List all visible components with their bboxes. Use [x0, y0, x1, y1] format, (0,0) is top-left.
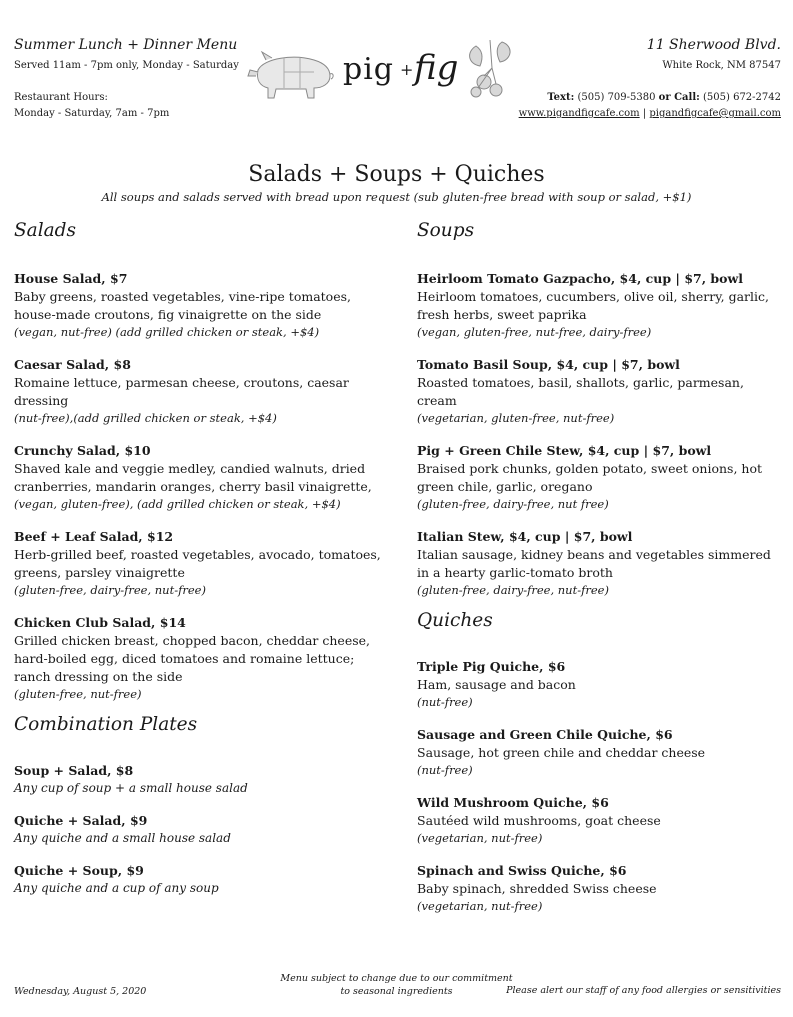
- item-diet: (gluten-free, nut-free): [14, 687, 142, 701]
- hours-label: Restaurant Hours:: [14, 92, 108, 103]
- section-subtitle: All soups and salads served with bread upon request (sub gluten-free bread with soup or salad, +$1): [101, 190, 692, 204]
- quiches-heading: Quiches: [417, 610, 493, 631]
- item-name: Wild Mushroom Quiche, $6: [417, 795, 609, 810]
- call-label: or Call:: [658, 92, 700, 103]
- item-name: Crunchy Salad, $10: [14, 443, 151, 458]
- text-label: Text:: [547, 92, 575, 103]
- item-diet: (vegan, gluten-free, nut-free, dairy-free): [417, 325, 652, 339]
- salads-heading: Salads: [14, 220, 76, 241]
- website-link[interactable]: www.pigandfigcafe.com: [518, 108, 640, 119]
- menu-item: [14, 357, 384, 426]
- item-diet: (vegetarian, nut-free): [417, 899, 543, 913]
- email-link[interactable]: pigandfigcafe@gmail.com: [649, 108, 781, 119]
- address: 11 Sherwood Blvd.: [646, 37, 781, 53]
- logo-pig-text: pig: [343, 52, 395, 87]
- item-name: Soup + Salad, $8: [14, 763, 134, 778]
- menu-item: [417, 271, 783, 340]
- link-separator: |: [642, 108, 647, 119]
- seasonal-note-line: to seasonal ingredients: [340, 986, 453, 997]
- item-diet: (nut-free): [417, 695, 473, 709]
- item-diet: (vegetarian, gluten-free, nut-free): [417, 411, 615, 425]
- contact-phones: [547, 92, 781, 103]
- item-description: Sautéed wild mushrooms, goat cheese: [417, 813, 661, 828]
- fig-branch-icon: [462, 38, 518, 104]
- menu-item: [417, 357, 783, 426]
- item-description: Any quiche and a cup of any soup: [14, 881, 219, 895]
- menu-item: [14, 763, 384, 796]
- item-name: Spinach and Swiss Quiche, $6: [417, 863, 627, 878]
- hours-value: Monday - Saturday, 7am - 7pm: [14, 108, 170, 119]
- item-name: Italian Stew, $4, cup | $7, bowl: [417, 529, 633, 544]
- item-diet: (vegan, nut-free) (add grilled chicken or steak, +$4): [14, 325, 320, 339]
- item-description: Roasted tomatoes, basil, shallots, garlic, parmesan, cream: [417, 375, 744, 408]
- left-column: [14, 220, 384, 913]
- item-description: Grilled chicken breast, chopped bacon, cheddar cheese, hard-boiled egg, diced tomatoes and romaine lettuce; ranch dressing on the side: [14, 633, 370, 684]
- item-description: Any quiche and a small house salad: [14, 831, 231, 845]
- contact-web: [519, 108, 781, 119]
- item-description: Herb-grilled beef, roasted vegetables, avocado, tomatoes, greens, parsley vinaigrette: [14, 547, 381, 580]
- menu-date: Wednesday, August 5, 2020: [14, 986, 147, 997]
- item-description: Heirloom tomatoes, cucumbers, olive oil, sherry, garlic, fresh herbs, sweet paprika: [417, 289, 769, 322]
- item-name: Heirloom Tomato Gazpacho, $4, cup | $7, bowl: [417, 271, 744, 286]
- item-description: Braised pork chunks, golden potato, sweet onions, hot green chile, garlic, oregano: [417, 461, 763, 494]
- item-description: Italian sausage, kidney beans and vegetables simmered in a hearty garlic-tomato broth: [417, 547, 771, 580]
- menu-item: [14, 813, 384, 846]
- item-description: Romaine lettuce, parmesan cheese, croutons, caesar dressing: [14, 375, 349, 408]
- call-number: (505) 672-2742: [703, 92, 781, 103]
- menu-title: Summer Lunch + Dinner Menu: [14, 37, 238, 53]
- item-name: Beef + Leaf Salad, $12: [14, 529, 174, 544]
- menu-item: [417, 443, 783, 512]
- item-diet: (gluten-free, dairy-free, nut-free): [14, 583, 206, 597]
- item-name: Sausage and Green Chile Quiche, $6: [417, 727, 673, 742]
- pig-illustration-icon: [244, 46, 336, 104]
- item-description: Ham, sausage and bacon: [417, 677, 576, 692]
- item-name: Chicken Club Salad, $14: [14, 615, 186, 630]
- menu-item: [417, 727, 783, 778]
- seasonal-note-line: Menu subject to change due to our commitment: [280, 973, 513, 984]
- right-column: [417, 220, 783, 931]
- item-diet: (nut-free): [417, 763, 473, 777]
- menu-item: [417, 863, 783, 914]
- allergy-note: Please alert our staff of any food allergies or sensitivities: [506, 985, 781, 996]
- item-name: Caesar Salad, $8: [14, 357, 131, 372]
- item-name: House Salad, $7: [14, 271, 128, 286]
- text-number: (505) 709-5380: [577, 92, 656, 103]
- menu-item: [417, 795, 783, 846]
- item-description: Any cup of soup + a small house salad: [14, 781, 248, 795]
- menu-item: [14, 443, 384, 512]
- combos-heading: Combination Plates: [14, 714, 198, 735]
- item-diet: (vegan, gluten-free), (add grilled chicken or steak, +$4): [14, 497, 341, 511]
- item-diet: (gluten-free, dairy-free, nut-free): [417, 583, 609, 597]
- menu-item: [14, 529, 384, 598]
- menu-item: [14, 863, 384, 896]
- city-line: White Rock, NM 87547: [662, 60, 781, 71]
- item-name: Pig + Green Chile Stew, $4, cup | $7, bowl: [417, 443, 712, 458]
- menu-item: [14, 271, 384, 340]
- item-description: Shaved kale and veggie medley, candied walnuts, dried cranberries, mandarin oranges, cherry basil vinaigrette,: [14, 461, 372, 494]
- menu-item: [417, 529, 783, 598]
- soups-heading: Soups: [417, 220, 475, 241]
- section-title: Salads + Soups + Quiches: [248, 162, 545, 187]
- menu-item: [14, 615, 384, 702]
- item-name: Tomato Basil Soup, $4, cup | $7, bowl: [417, 357, 680, 372]
- logo-plus-text: +: [400, 60, 414, 79]
- item-description: Baby greens, roasted vegetables, vine-ripe tomatoes, house-made croutons, fig vinaigrette on the side: [14, 289, 351, 322]
- item-description: Baby spinach, shredded Swiss cheese: [417, 881, 657, 896]
- item-description: Sausage, hot green chile and cheddar cheese: [417, 745, 706, 760]
- service-hours: Served 11am - 7pm only, Monday - Saturday: [14, 60, 239, 71]
- item-name: Triple Pig Quiche, $6: [417, 659, 566, 674]
- item-name: Quiche + Soup, $9: [14, 863, 144, 878]
- item-diet: (nut-free),(add grilled chicken or steak, +$4): [14, 411, 277, 425]
- logo-fig-text: fig: [414, 48, 459, 88]
- item-name: Quiche + Salad, $9: [14, 813, 148, 828]
- menu-item: [417, 659, 783, 710]
- item-diet: (gluten-free, dairy-free, nut free): [417, 497, 609, 511]
- item-diet: (vegetarian, nut-free): [417, 831, 543, 845]
